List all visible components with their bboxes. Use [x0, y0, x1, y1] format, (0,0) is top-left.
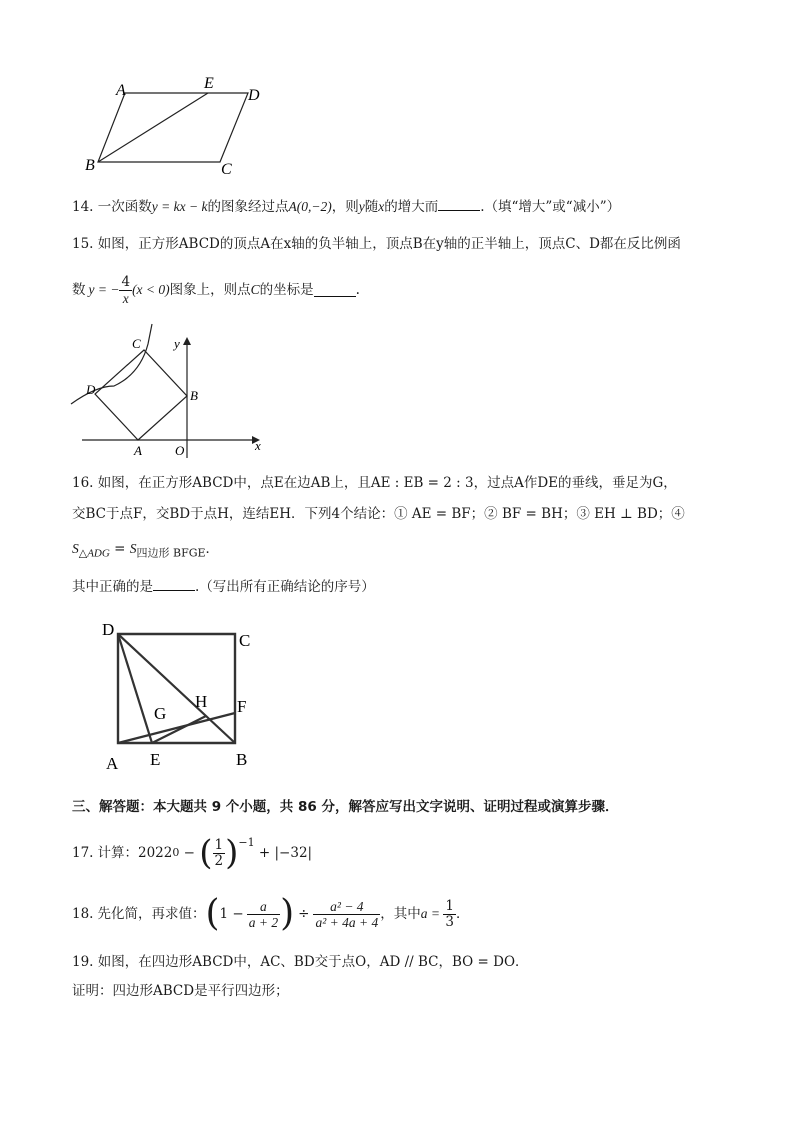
- label-B: B: [85, 157, 95, 174]
- q19-line-1-text: 如图，在四边形ABCD中，AC、BD交于点O，AD // BC，BO = DO．: [97, 954, 529, 970]
- q16-answer-blank[interactable]: [153, 578, 195, 591]
- question-16-line-3: [72, 540, 219, 563]
- q15-text-1: 数: [72, 282, 86, 298]
- q16-line-4-a: 其中正确的是: [72, 579, 153, 595]
- q14-text-2: 的图象经过点: [207, 199, 289, 215]
- q15-text-3: 的坐标是: [259, 282, 314, 298]
- label-A: A: [116, 82, 126, 99]
- label-A: A: [134, 443, 142, 458]
- q18-fraction-a: [247, 899, 280, 930]
- q18-frac-b-num: a² − 4: [313, 899, 380, 915]
- q14-text-6: .（填“增大”或“减小”）: [480, 199, 621, 215]
- q16-equals: =: [109, 541, 130, 557]
- q17-text: 计算：: [97, 845, 138, 861]
- label-B: B: [236, 750, 248, 769]
- q18-text-2: ，其中: [380, 906, 421, 922]
- q16-number: 16.: [72, 475, 94, 491]
- q14-var-x: x: [378, 199, 385, 214]
- label-D: D: [102, 620, 115, 639]
- q17-plus: +: [254, 845, 275, 861]
- label-C: C: [221, 161, 232, 178]
- q15-formula-lhs: y = −: [88, 282, 120, 297]
- section-3-heading: 三、解答题：本大题共 9 个小题，共 86 分，解答应写出文字说明、证明过程或演算步骤．: [72, 799, 619, 815]
- q16-dot: ．: [205, 541, 220, 557]
- q14-number: 14.: [72, 199, 94, 215]
- q15-fraction: [119, 275, 132, 306]
- q18-left-paren: (: [205, 893, 220, 934]
- q17-exp-neg1: −1: [238, 836, 255, 849]
- q19-line-2-text: 证明：四边形ABCD是平行四边形；: [72, 983, 289, 999]
- q15-number: 15.: [72, 236, 94, 252]
- q18-text-1: 先化简，再求值：: [97, 906, 206, 922]
- q16-line-1-text: 如图，在正方形ABCD中，点E在边AB上，且AE : EB = 2 : 3，过点A作DE的垂线，垂足为G，: [97, 475, 677, 491]
- question-18: [72, 892, 469, 936]
- label-O: O: [175, 443, 185, 458]
- q18-end: ．: [455, 906, 470, 922]
- q14-formula: y = kx − k: [151, 199, 208, 214]
- q15-text-4: .: [355, 282, 360, 298]
- segment-be: [98, 93, 208, 162]
- label-C: C: [239, 631, 251, 650]
- question-16-line-4: [72, 578, 375, 596]
- label-G: G: [154, 704, 167, 723]
- question-19-line-1: [72, 953, 529, 971]
- q17-left-paren: (: [199, 833, 213, 873]
- q18-divide: ÷: [298, 906, 310, 922]
- q16-area-2: S: [129, 541, 137, 556]
- q16-area-1-sub: △ADG: [78, 547, 110, 560]
- question-14: [72, 198, 620, 216]
- q17-exp-0: 0: [172, 846, 180, 859]
- q16-area-1: S: [72, 541, 79, 556]
- q18-frac-c-den: 3: [445, 913, 454, 930]
- q17-fraction: [213, 838, 226, 869]
- question-16-line-1: [72, 474, 677, 492]
- q17-right-paren: ): [225, 833, 239, 873]
- q18-right-paren: ): [280, 893, 295, 934]
- q14-point: A(0,−2): [288, 199, 332, 214]
- q18-frac-b-den: a² + 4a + 4: [315, 914, 379, 930]
- question-17: [72, 832, 312, 874]
- label-D: D: [248, 87, 260, 104]
- label-E: E: [204, 75, 214, 92]
- q16-line-4-b: .（写出所有正确结论的序号）: [195, 579, 375, 595]
- q14-var-y: y: [358, 199, 365, 214]
- q18-fraction-c: [443, 899, 456, 930]
- q15-line-1-text: 如图，正方形ABCD的顶点A在x轴的负半轴上，顶点B在y轴的正半轴上，顶点C、D都在反比例函: [97, 236, 681, 252]
- q18-number: 18.: [72, 906, 94, 922]
- parallelogram-figure: [80, 70, 280, 180]
- label-H: H: [195, 692, 208, 711]
- question-16-line-2: [72, 505, 685, 523]
- q14-text-5: 的增大而: [384, 199, 439, 215]
- q17-frac-num: 1: [214, 836, 224, 853]
- label-A: A: [106, 754, 119, 773]
- label-B: B: [190, 388, 198, 403]
- q15-text-2: 图象上，则点: [169, 282, 251, 298]
- q18-var: a =: [420, 906, 444, 921]
- q15-point-c: C: [250, 282, 260, 297]
- label-C: C: [132, 336, 141, 351]
- square-abcd: [95, 350, 187, 440]
- question-15-line-1: [72, 235, 681, 253]
- q19-number: 19.: [72, 954, 94, 970]
- q14-answer-blank[interactable]: [438, 198, 480, 211]
- q18-frac-a-num: a: [247, 899, 280, 915]
- label-E: E: [150, 750, 161, 769]
- q14-text-4: 随: [364, 199, 379, 215]
- label-x: x: [255, 438, 261, 453]
- q18-one-minus: 1 −: [219, 906, 244, 922]
- square-construction-figure: [96, 615, 271, 775]
- question-19-line-2: [72, 982, 289, 1000]
- q17-abs: |−32|: [274, 845, 313, 861]
- q17-base: 2022: [137, 845, 173, 861]
- q16-area-2-sub: 四边形 BFGE: [136, 546, 206, 560]
- parallelogram-shape: [98, 93, 248, 162]
- q17-number: 17.: [72, 845, 94, 861]
- question-15-line-2: [72, 270, 360, 310]
- q18-frac-c-num: 1: [445, 897, 454, 914]
- q18-frac-a-den: a + 2: [248, 914, 279, 930]
- label-y: y: [174, 336, 180, 351]
- q14-text-1: 一次函数: [97, 199, 152, 215]
- label-F: F: [237, 697, 247, 716]
- label-D: D: [86, 382, 96, 397]
- q17-minus: −: [179, 845, 200, 861]
- q17-frac-den: 2: [214, 852, 224, 869]
- q18-fraction-b: [313, 899, 380, 930]
- q14-text-3: ，则: [331, 199, 359, 215]
- q15-answer-blank[interactable]: [314, 284, 356, 297]
- coordinate-square-figure: [68, 318, 278, 458]
- q15-condition: (x < 0): [132, 282, 170, 297]
- q15-frac-den: x: [122, 290, 129, 306]
- q16-line-2-text: 交BC于点F，交BD于点H，连结EH．下列4个结论：① AE = BF；② BF = BH；③ EH ⊥ BD；④: [72, 506, 685, 522]
- q15-frac-num: 4: [121, 273, 131, 290]
- y-axis-arrow: [183, 337, 191, 345]
